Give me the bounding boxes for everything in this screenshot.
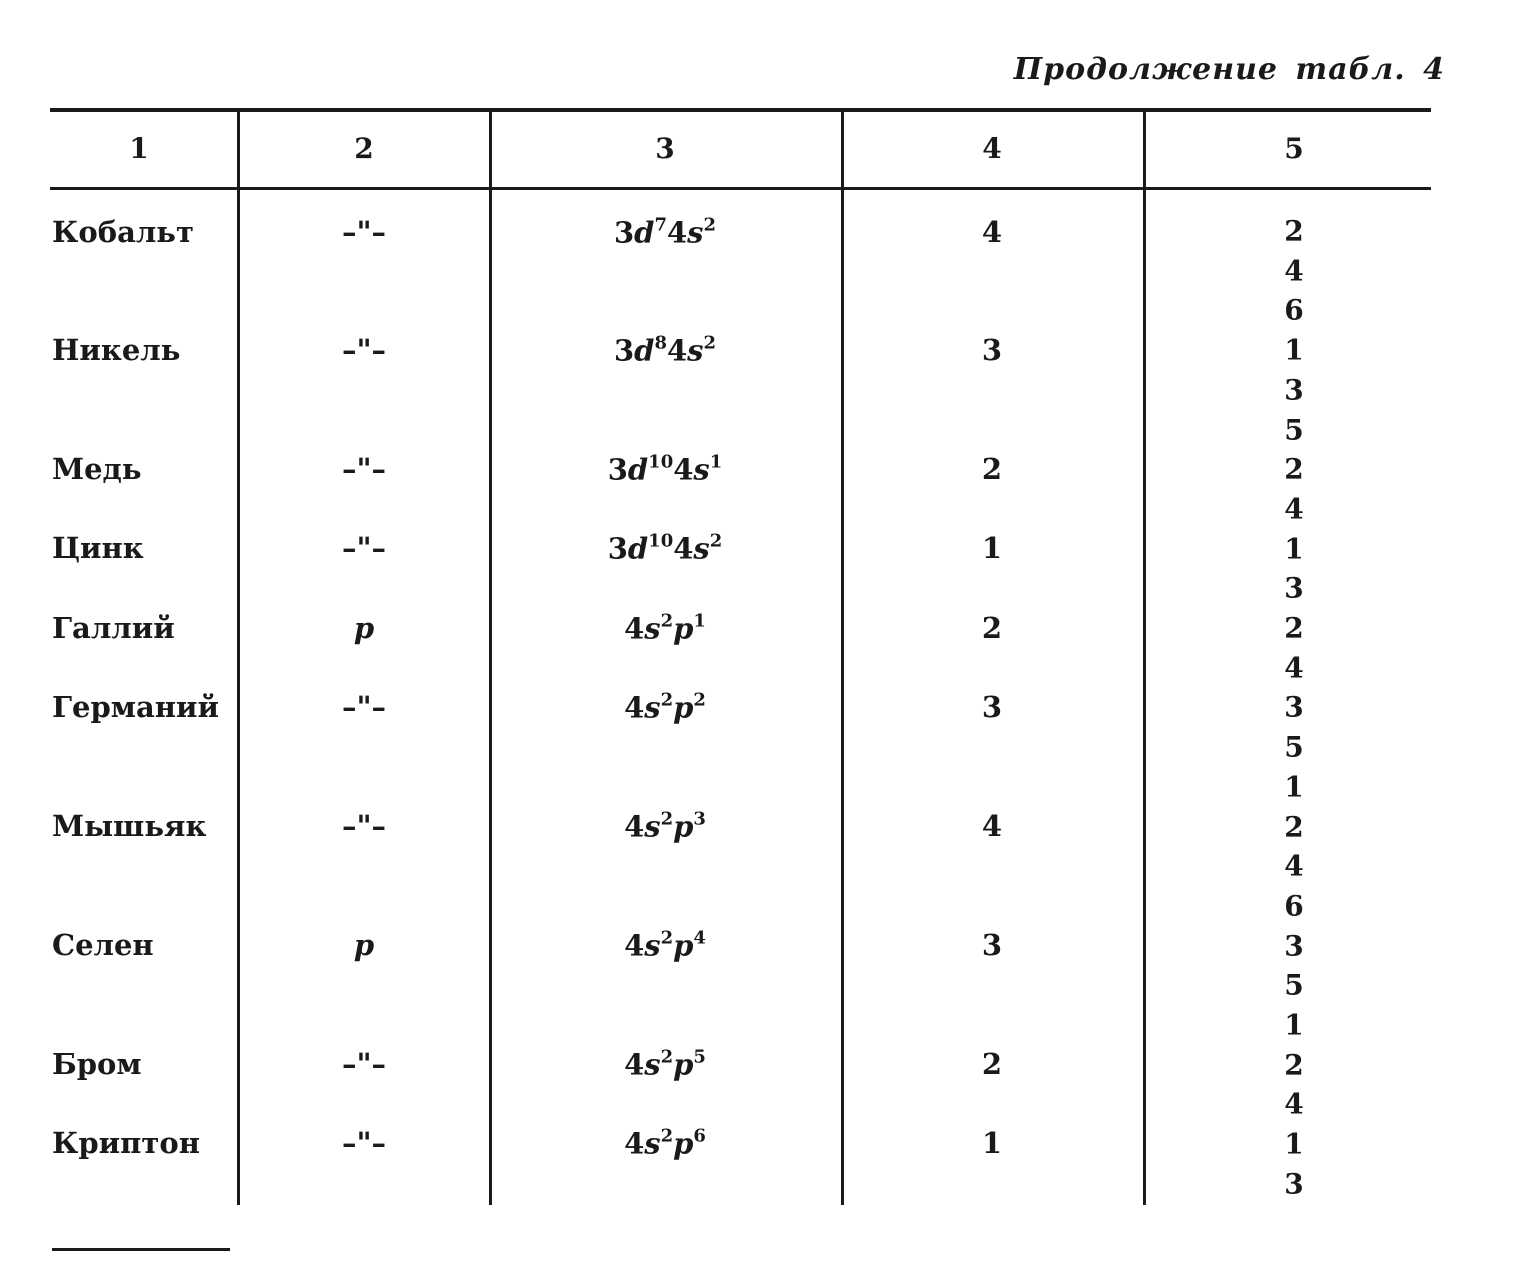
- column-4-cell: 1: [981, 1126, 1003, 1160]
- config-part: d: [627, 452, 649, 487]
- electron-config-cell: [608, 531, 723, 566]
- electron-config-cell: [624, 611, 706, 646]
- electron-config-cell: [624, 809, 706, 844]
- config-part: s: [693, 531, 710, 566]
- column-5-value: 5: [1284, 968, 1304, 1002]
- header-cell: 1: [129, 132, 149, 165]
- column-5-value: 1: [1284, 770, 1304, 804]
- config-part: s: [644, 611, 661, 646]
- element-type-cell: –"–: [341, 690, 387, 724]
- config-part: 4: [624, 1047, 645, 1082]
- config-part: s: [687, 333, 704, 368]
- element-name-cell: Германий: [52, 690, 219, 724]
- config-part: p: [673, 809, 694, 844]
- column-5-value: 4: [1284, 651, 1304, 685]
- electron-config-cell: [614, 333, 716, 368]
- electron-config-cell: [614, 215, 716, 250]
- column-5-value: 3: [1284, 1167, 1304, 1201]
- config-part: 4: [693, 927, 706, 949]
- column-4-cell: 2: [981, 611, 1003, 645]
- config-part: 2: [660, 689, 674, 711]
- electron-config-cell: [624, 1126, 706, 1161]
- config-part: p: [673, 1047, 694, 1082]
- config-part: s: [693, 452, 710, 487]
- config-part: 8: [654, 332, 667, 354]
- config-part: 4: [624, 611, 645, 646]
- column-divider: [489, 112, 492, 1205]
- element-type-cell: –"–: [341, 452, 387, 486]
- config-part: 4: [673, 452, 694, 487]
- column-5-value: 1: [1284, 1008, 1304, 1042]
- config-part: s: [687, 215, 704, 250]
- config-part: p: [673, 690, 694, 725]
- column-5-value: 2: [1284, 810, 1304, 843]
- column-5-value: 3: [1284, 929, 1304, 963]
- column-5-value: 2: [1284, 214, 1304, 248]
- config-part: 1: [693, 610, 706, 632]
- config-part: 5: [693, 1046, 706, 1068]
- header-cell: 4: [982, 132, 1002, 165]
- electron-config-cell: [624, 1047, 706, 1082]
- element-type-cell: –"–: [341, 531, 387, 565]
- column-5-value: 2: [1284, 611, 1304, 645]
- column-4-cell: 2: [981, 452, 1003, 486]
- element-name-cell: Мышьяк: [52, 809, 207, 843]
- element-type-cell: –"–: [341, 1047, 387, 1081]
- column-4-cell: 3: [981, 333, 1003, 367]
- element-type-cell: –"–: [341, 333, 387, 367]
- config-part: d: [634, 333, 655, 368]
- config-part: 2: [709, 530, 723, 552]
- element-name-cell: Селен: [52, 928, 154, 962]
- column-5-value: 3: [1284, 690, 1304, 724]
- element-name-cell: Бром: [52, 1047, 142, 1081]
- column-5-value: 5: [1284, 413, 1304, 446]
- config-part: 6: [693, 1125, 706, 1147]
- config-part: 2: [693, 689, 706, 711]
- element-type-cell: p: [353, 928, 375, 962]
- column-5-value: 6: [1284, 293, 1304, 327]
- config-part: 4: [624, 690, 645, 725]
- element-name-cell: Цинк: [52, 531, 144, 565]
- config-part: 2: [660, 610, 674, 632]
- config-part: d: [627, 531, 649, 566]
- column-5-value: 4: [1284, 1087, 1304, 1121]
- column-4-cell: 4: [981, 215, 1003, 249]
- config-part: 4: [624, 809, 645, 844]
- column-5-value: 3: [1284, 373, 1304, 407]
- column-4-cell: 1: [981, 531, 1003, 565]
- electron-config-cell: [624, 690, 706, 725]
- config-part: s: [644, 1047, 661, 1082]
- column-5-value: 4: [1284, 492, 1304, 526]
- element-name-cell: Галлий: [52, 611, 175, 645]
- config-part: 2: [660, 1125, 674, 1147]
- footnote-rule: [52, 1248, 230, 1251]
- config-part: 3: [607, 452, 628, 487]
- config-part: 3: [613, 215, 635, 250]
- config-part: 2: [660, 808, 674, 830]
- column-5-value: 1: [1284, 532, 1304, 566]
- element-name-cell: Кобальт: [52, 215, 194, 249]
- column-4-cell: 3: [981, 928, 1003, 962]
- config-part: 1: [709, 451, 723, 473]
- config-part: p: [673, 1126, 694, 1161]
- column-5-value: 2: [1284, 1048, 1304, 1082]
- column-5-value: 4: [1284, 849, 1304, 883]
- column-5-value: 2: [1284, 452, 1304, 486]
- config-part: 3: [613, 333, 635, 368]
- element-name-cell: Криптон: [52, 1126, 200, 1160]
- header-cell: 3: [655, 132, 675, 165]
- config-part: 10: [648, 451, 674, 473]
- config-part: p: [673, 928, 694, 963]
- config-part: 10: [648, 530, 674, 552]
- column-divider: [237, 112, 240, 1205]
- column-5-value: 3: [1284, 571, 1304, 605]
- column-4-cell: 2: [981, 1047, 1003, 1081]
- config-part: 2: [703, 332, 717, 354]
- column-5-value: 4: [1284, 254, 1304, 288]
- electron-config-cell: [624, 928, 706, 963]
- element-name-cell: Медь: [52, 452, 142, 486]
- column-5-value: 1: [1284, 333, 1304, 367]
- config-part: 2: [703, 214, 717, 236]
- electron-config-cell: [608, 452, 723, 487]
- config-part: s: [644, 928, 661, 963]
- config-part: s: [644, 809, 661, 844]
- config-part: d: [634, 215, 655, 250]
- element-name-cell: Никель: [52, 333, 181, 367]
- column-divider: [841, 112, 844, 1205]
- config-part: p: [673, 611, 694, 646]
- config-part: 7: [654, 214, 667, 236]
- element-type-cell: –"–: [341, 1126, 387, 1160]
- config-part: 4: [666, 215, 688, 250]
- config-part: 2: [660, 927, 674, 949]
- element-type-cell: –"–: [341, 215, 387, 249]
- config-part: 4: [673, 531, 694, 566]
- column-4-cell: 3: [981, 690, 1003, 724]
- column-divider: [1143, 112, 1146, 1205]
- config-part: 3: [607, 531, 628, 566]
- table-rule-header: [50, 187, 1431, 190]
- header-cell: 2: [354, 132, 374, 165]
- table-rule-top: [50, 108, 1431, 112]
- column-5-value: 1: [1284, 1127, 1304, 1161]
- column-5-value: 5: [1284, 730, 1304, 764]
- config-part: 4: [624, 1126, 645, 1161]
- table-caption: Продолжение табл. 4: [1013, 52, 1445, 87]
- header-cell: 5: [1284, 132, 1304, 165]
- element-type-cell: p: [353, 611, 375, 645]
- element-type-cell: –"–: [341, 809, 387, 843]
- column-4-cell: 4: [981, 809, 1003, 843]
- config-part: 4: [666, 333, 688, 368]
- config-part: s: [644, 1126, 661, 1161]
- config-part: 2: [660, 1046, 674, 1068]
- config-part: 3: [693, 808, 706, 830]
- config-part: 4: [624, 928, 645, 963]
- column-5-value: 6: [1284, 889, 1304, 923]
- config-part: s: [644, 690, 661, 725]
